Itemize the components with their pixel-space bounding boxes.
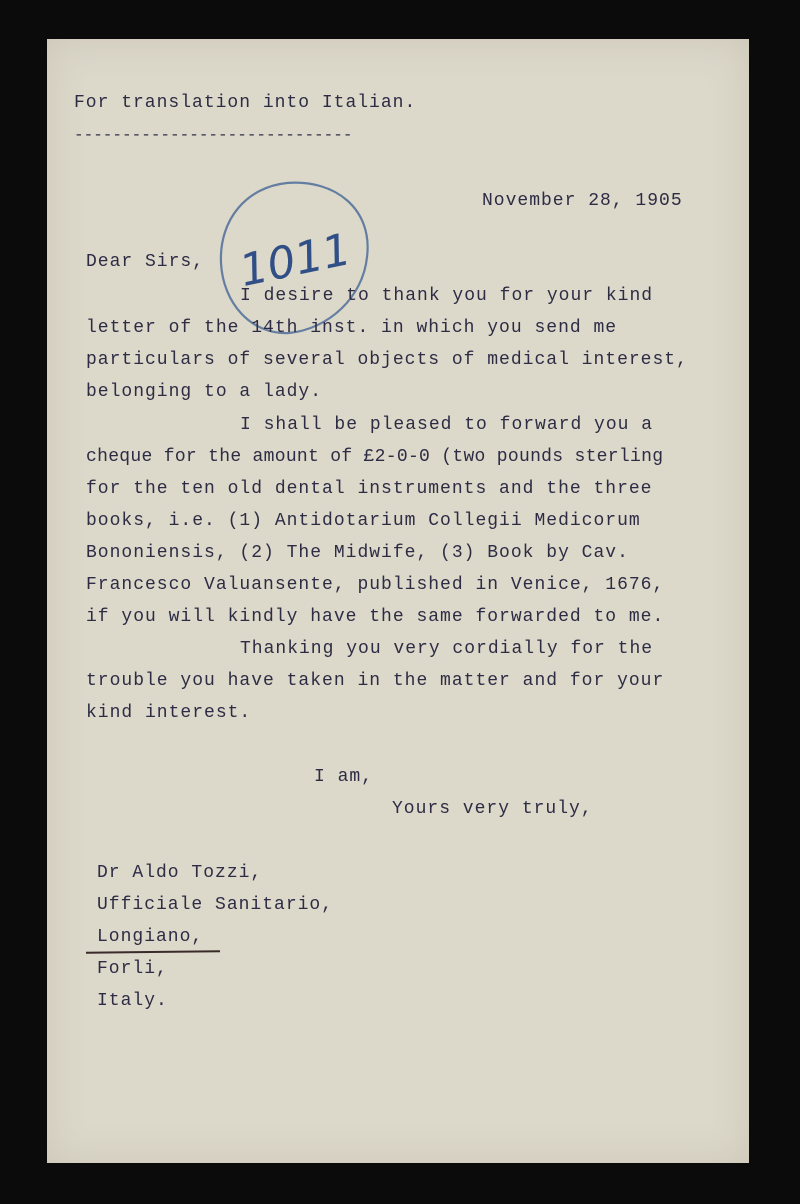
body-line: I shall be pleased to forward you a	[240, 415, 654, 435]
address-line: Forli,	[97, 959, 168, 979]
body-line: Thanking you very cordially for the	[240, 639, 654, 659]
body-line: particulars of several objects of medical interest,	[86, 350, 688, 370]
address-line: Italy.	[97, 991, 168, 1011]
stamp-circle-icon	[217, 179, 373, 339]
header-rule: -----------------------------	[74, 126, 353, 144]
closing-line: I am,	[314, 767, 374, 787]
body-line: letter of the 14th inst. in which you send me	[86, 318, 618, 338]
letter-date: November 28, 1905	[482, 191, 683, 211]
body-line: trouble you have taken in the matter and for your	[86, 671, 665, 691]
body-line: Francesco Valuansente, published in Venice, 1676,	[86, 575, 665, 595]
handwritten-underline	[86, 950, 220, 953]
address-line: Longiano,	[97, 927, 204, 947]
body-line: for the ten old dental instruments and the three	[86, 479, 653, 499]
address-line: Ufficiale Sanitario,	[97, 895, 334, 915]
body-line: books, i.e. (1) Antidotarium Collegii Medicorum	[86, 511, 641, 531]
salutation: Dear Sirs,	[86, 252, 205, 272]
closing-line: Yours very truly,	[392, 799, 593, 819]
address-line: Dr Aldo Tozzi,	[97, 863, 263, 883]
body-line: Bononiensis, (2) The Midwife, (3) Book by Cav.	[86, 543, 629, 563]
body-line: cheque for the amount of £2-0-0 (two pounds sterling	[86, 447, 664, 467]
body-line: belonging to a lady.	[86, 382, 323, 402]
body-line: if you will kindly have the same forwarded to me.	[86, 607, 665, 627]
body-line: I desire to thank you for your kind	[240, 286, 654, 306]
stamp-number: 1011	[235, 223, 356, 298]
letter-sheet	[47, 39, 749, 1163]
body-line: kind interest.	[86, 703, 252, 723]
translation-note: For translation into Italian.	[74, 93, 417, 113]
